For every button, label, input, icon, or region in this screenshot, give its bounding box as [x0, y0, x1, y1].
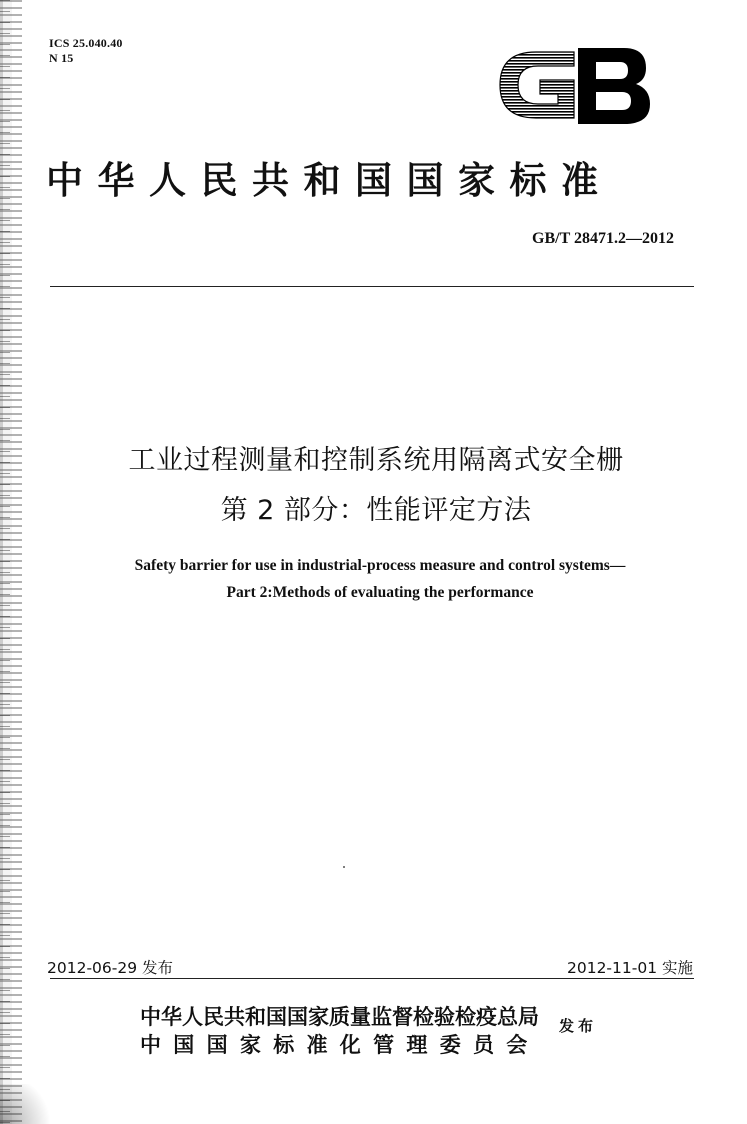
english-title-line-1: Safety barrier for use in industrial-process measure and control systems— [134, 557, 626, 574]
ccs-code: N 15 [49, 51, 74, 65]
issuer-sac: 中国国家标准化管理委员会 [140, 1033, 540, 1057]
issuer-aqsiq: 中华人民共和国国家质量监督检验检疫总局 [140, 1005, 539, 1029]
scan-corner-shadow [0, 1084, 60, 1124]
footer-divider [50, 978, 694, 979]
english-title-line-2: Part 2:Methods of evaluating the performance [226, 584, 534, 601]
issued-by-label: 发布 [559, 1017, 598, 1035]
chinese-title-line-2: 第 2 部分：性能评定方法 [220, 495, 532, 526]
national-standard-title: 中华人民共和国国家标准 [46, 159, 613, 202]
ics-code: ICS 25.040.40 [49, 36, 123, 50]
classification-codes [49, 36, 123, 66]
scan-speck [343, 866, 345, 868]
implementation-date: 2012-11-01 实施 [566, 959, 693, 977]
header-divider [50, 286, 694, 287]
gb-logo [496, 42, 652, 128]
standard-number: GB/T 28471.2—2012 [532, 230, 674, 247]
scan-edge-noise-fine [0, 0, 10, 1124]
chinese-title-line-1: 工业过程测量和控制系统用隔离式安全栅 [128, 445, 624, 476]
issue-date: 2012-06-29 发布 [47, 959, 174, 977]
